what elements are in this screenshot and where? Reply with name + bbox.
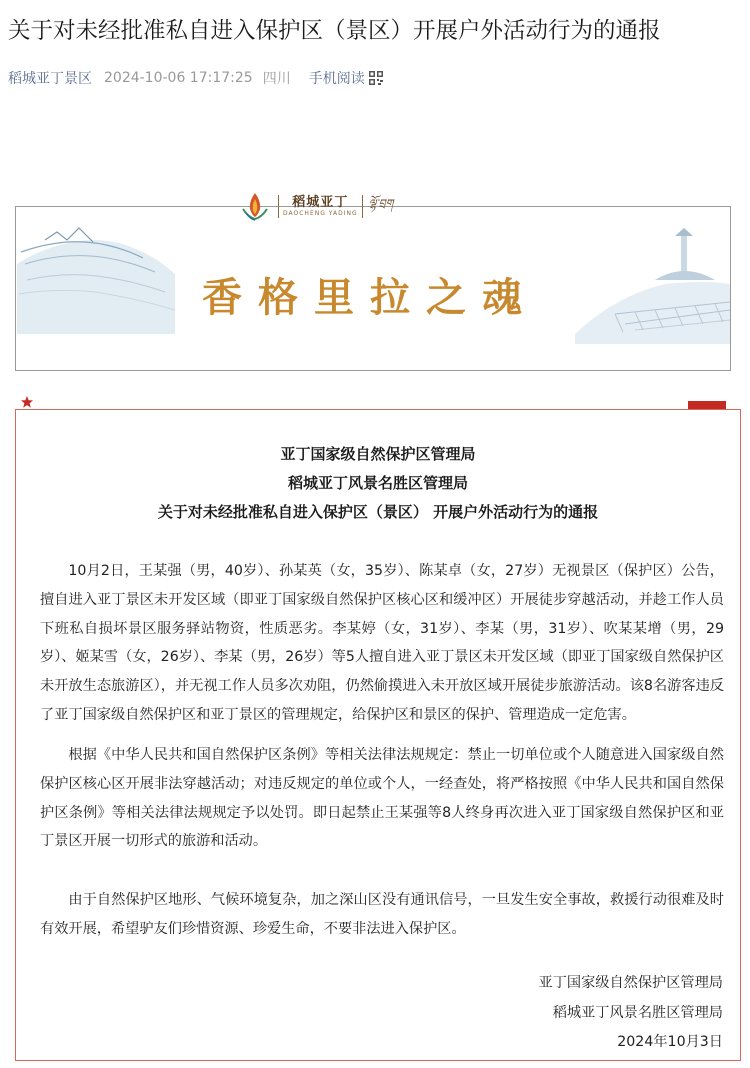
publish-time: 2024-10-06 17:17:25 [104,70,253,86]
star-icon [20,395,34,409]
signature-date: 2024年10月3日 [617,1034,723,1050]
banner-logo [238,186,508,226]
qr-code-icon[interactable] [369,71,383,85]
publish-region: 四川 [262,71,291,87]
issuer-line: 稻城亚丁风景名胜区管理局 [287,474,468,492]
issuer-line: 亚丁国家级自然保护区管理局 [280,445,476,463]
article-title: 关于对未经批准私自进入保护区（景区）开展户外活动行为的通报 [8,18,661,44]
article-meta [8,66,383,90]
brand-pinyin: DAOCHENG YADING [283,209,358,217]
signature-line: 稻城亚丁风景名胜区管理局 [552,1005,723,1021]
notice-card [15,409,741,1061]
brand-tibetan-script: ལྷོ་བྲག [368,196,394,210]
notice-paragraph: 10月2日，王某强（男，40岁）、孙某英（女，35岁）、陈某卓（女，27岁）无视景区（保护区）公告，擅自进入亚丁景区未开发区域（即亚丁国家级自然保护区核心区和缓冲区）开展徒步穿越活动，并趁工作人员下班私自损坏景区服务驿站物资，性质恶劣。李某婷（女，31岁）、李某（男，31岁）、吹某某增（男，29岁）、姬某雪（女，26岁）、李某（男，26岁）等5人擅自进入亚丁景区未开发区域（即亚丁国家级自然保护区未开放生态旅游区），并无视工作人员多次劝阻，仍然偷摸进入未开放区域开展徒步旅游活动。该8名游客违反了亚丁国家级自然保护区和亚丁景区的管理规定，给保护区和景区的保护、管理造成一定危害。 [40,563,724,723]
notice-heading: 关于对未经批准私自进入保护区（景区） 开展户外活动行为的通报 [157,503,599,521]
brand-name: 稻城亚丁 [292,194,349,210]
notice-paragraph: 由于自然保护区地形、气候环境复杂，加之深山区没有通讯信号，一旦发生安全事故，救援行动很难及时有效开展，希望驴友们珍惜资源、珍爱生命，不要非法进入保护区。 [40,892,724,937]
mobile-read-link[interactable]: 手机阅读 [308,71,365,87]
brand-block [278,195,363,218]
banner-slogan: 香格里拉之魂 [202,274,538,321]
signature-line: 亚丁国家级自然保护区管理局 [538,975,723,991]
notice-paragraph: 根据《中华人民共和国自然保护区条例》等相关法律法规规定：禁止一切单位或个人随意进入国家级自然保护区核心区开展非法穿越活动；对违反规定的单位或个人，一经查处，将严格按照《中华人民共和国自然保护区条例》等相关法律法规规定予以处罚。即日起禁止王某强等8人终身再次进入亚丁国家级自然保护区和亚丁景区开展一切形式的旅游和活动。 [40,747,724,850]
account-name-link[interactable]: 稻城亚丁景区 [8,71,92,87]
scenic-logo-icon [238,189,272,223]
